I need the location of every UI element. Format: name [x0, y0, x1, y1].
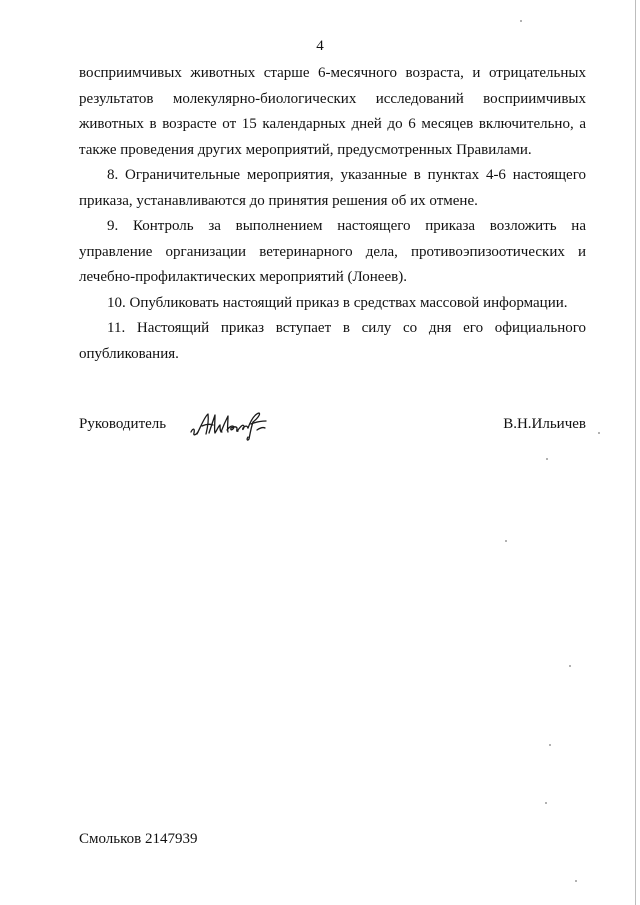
page-number: 4	[316, 38, 324, 54]
document-body	[79, 61, 586, 367]
signatory-title: Руководитель	[79, 416, 167, 432]
scan-speck	[569, 665, 571, 667]
scan-speck	[546, 458, 548, 460]
paragraph-item-9: 9. Контроль за выполнением настоящего приказа возложить на управление организации ветеринарного дела, противоэпизоотических и лечебно-профилактических мероприятий (Лонеев).	[79, 218, 586, 285]
signature-block	[79, 410, 586, 446]
scan-speck	[549, 744, 551, 746]
paragraph-item-8: 8. Ограничительные мероприятия, указанные в пунктах 4-6 настоящего приказа, устанавливаются до принятия решения об их отмене.	[79, 167, 586, 209]
executor-note: Смольков 2147939	[79, 831, 198, 847]
paragraph-continuation: восприимчивых животных старше 6-месячного возраста, и отрицательных результатов молекулярно-биологических исследований восприимчивых животных в возрасте от 15 календарных дней до 6 месяцев включительно, а также проведения других мероприятий, предусмотренных Правилами.	[79, 65, 586, 158]
handwritten-signature	[187, 406, 279, 442]
scan-speck	[575, 880, 577, 882]
paragraph-item-11: 11. Настоящий приказ вступает в силу со дня его официального опубликования.	[79, 320, 586, 362]
signatory-name: В.Н.Ильичев	[503, 416, 586, 432]
scan-speck	[598, 432, 600, 434]
paragraph-item-10: 10. Опубликовать настоящий приказ в средствах массовой информации.	[107, 294, 568, 311]
page-edge-line	[635, 0, 636, 905]
scan-speck	[505, 540, 507, 542]
scan-speck	[520, 20, 522, 22]
scan-speck	[545, 802, 547, 804]
